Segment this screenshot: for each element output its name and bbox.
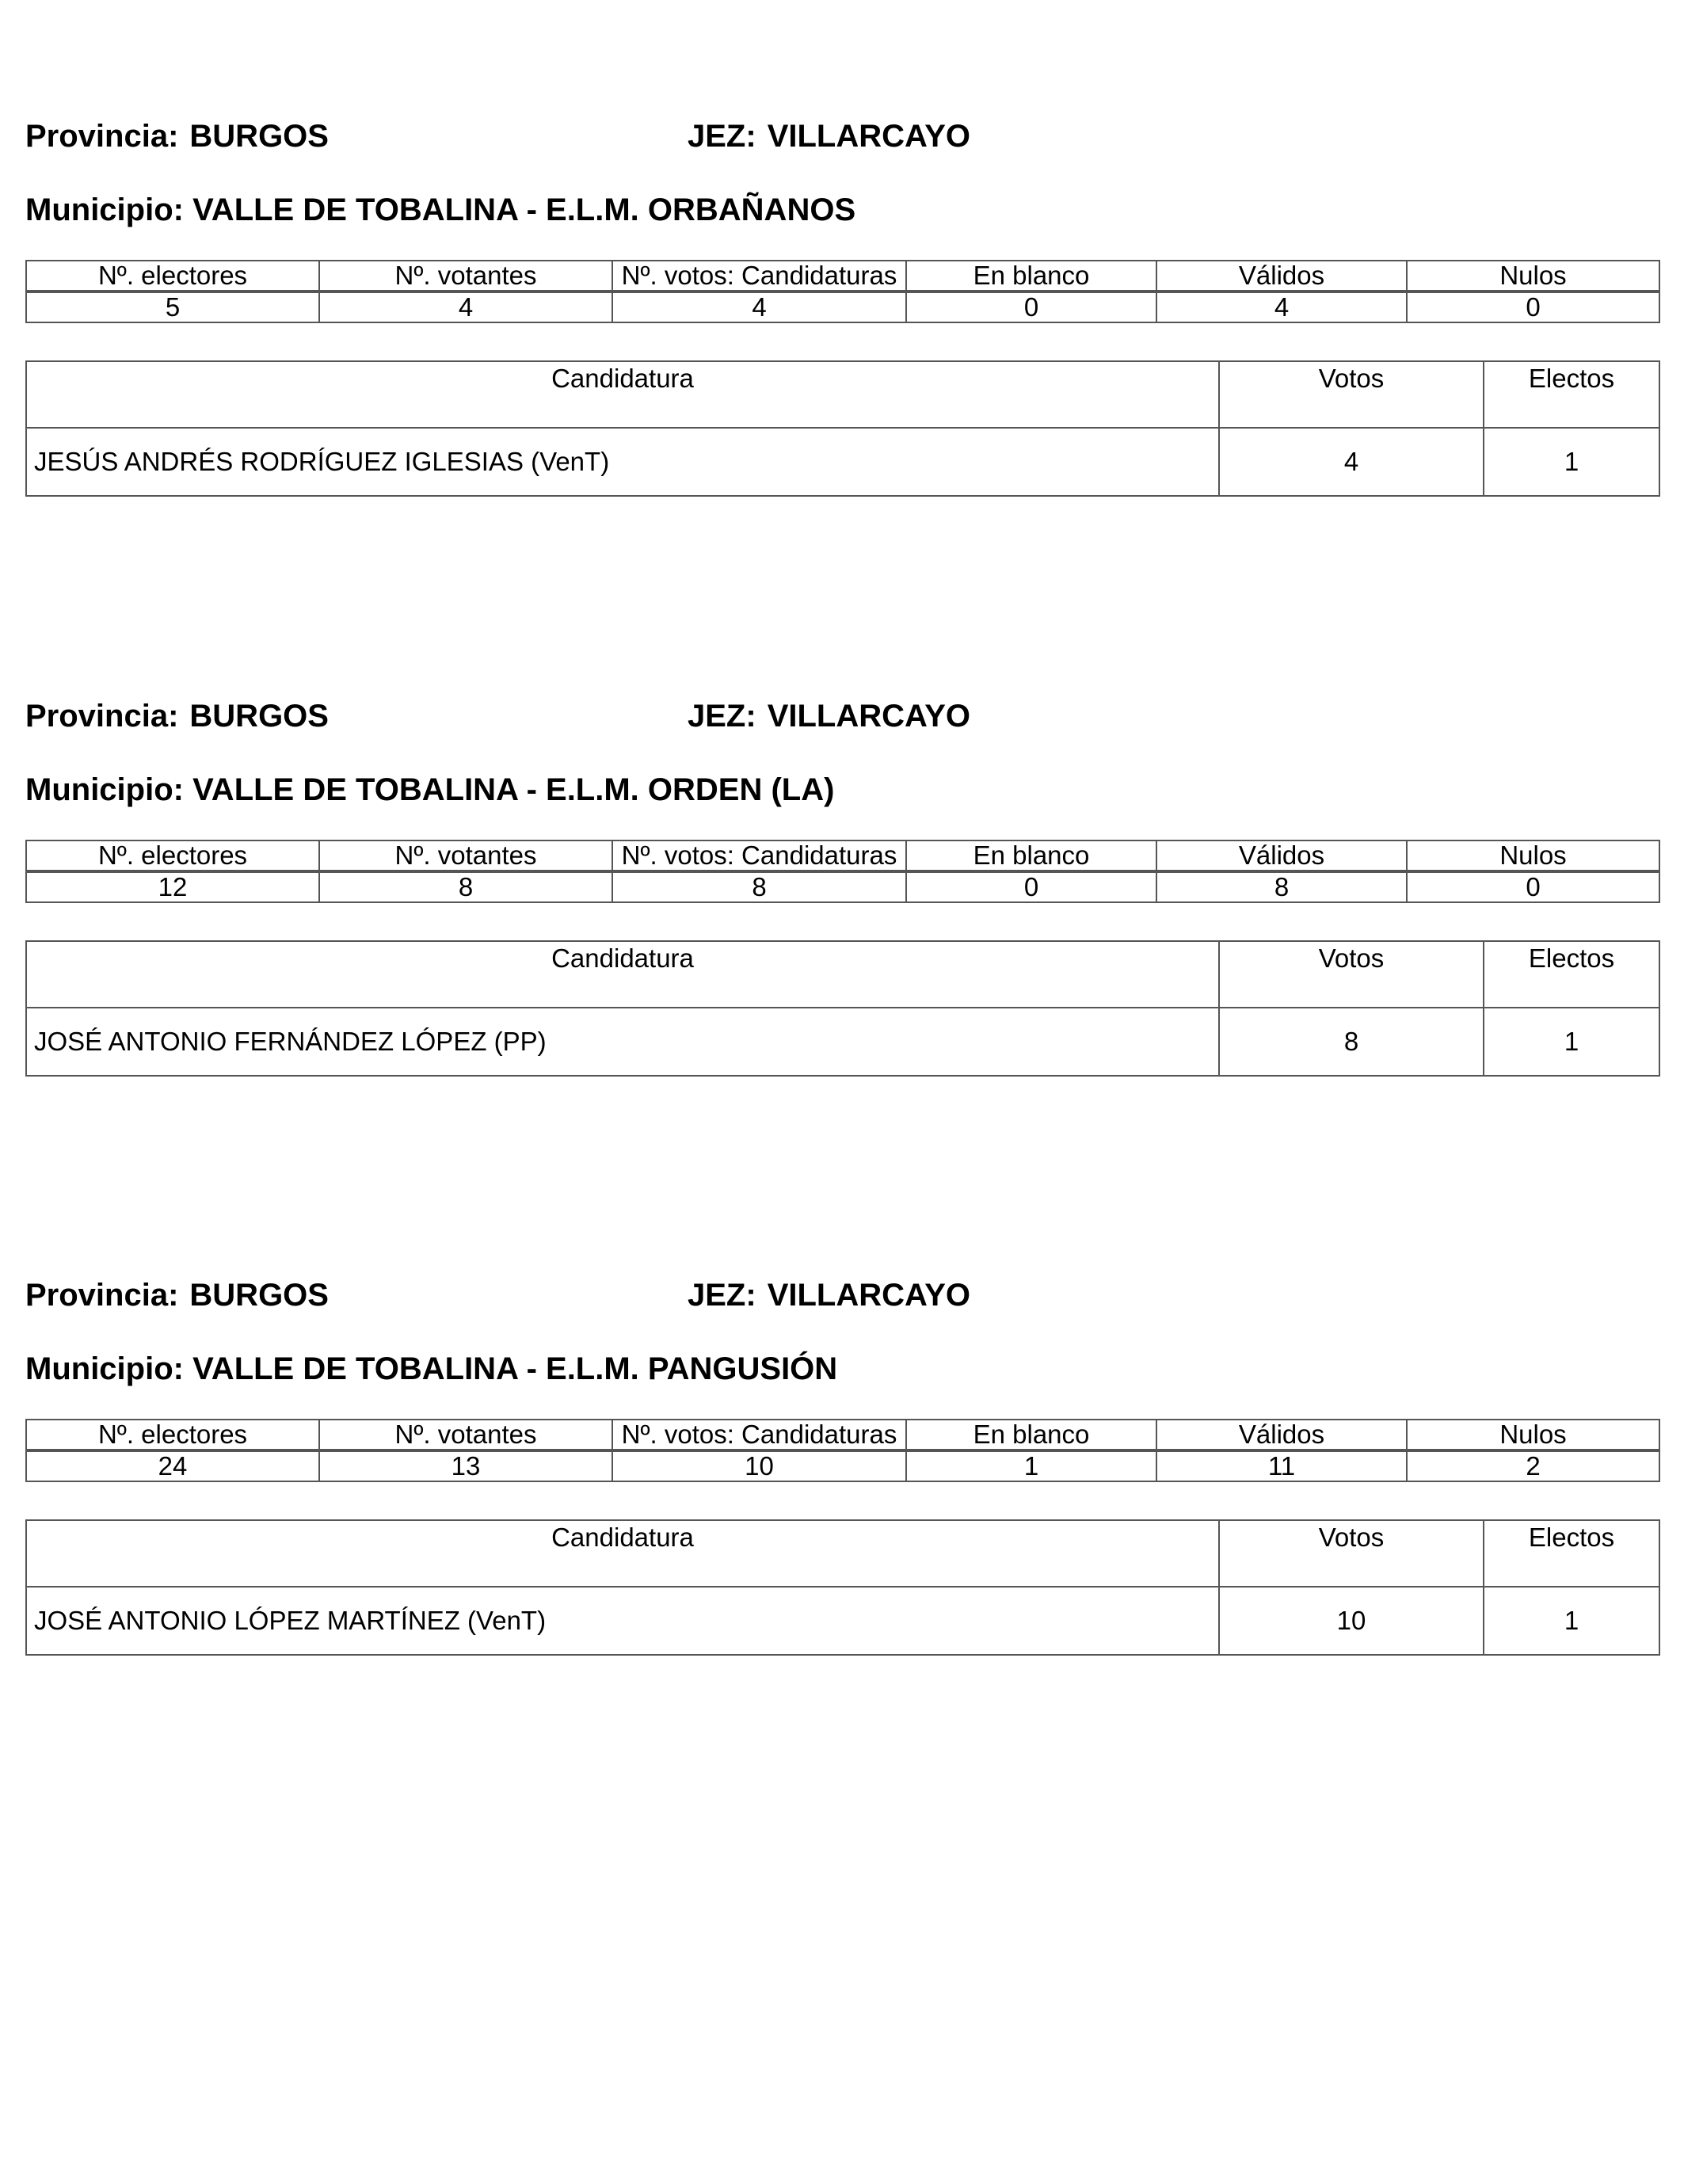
stats-value-votantes: 4 [319,292,612,322]
stats-value-validos: 4 [1156,292,1407,322]
stats-value-votos-candidaturas: 8 [612,871,906,902]
municipio-value: VALLE DE TOBALINA - E.L.M. ORDEN (LA) [192,772,835,807]
provincia-label: Provincia: [25,699,179,734]
stats-value-nulos: 0 [1407,292,1659,322]
municipio-value: VALLE DE TOBALINA - E.L.M. PANGUSIÓN [192,1351,838,1386]
stats-value-electores: 12 [26,871,319,902]
stats-header-row [26,1420,1659,1450]
candidates-header-candidatura: Candidatura [26,361,1219,428]
candidates-header-electos: Electos [1484,941,1659,1008]
stats-values-row [26,871,1659,902]
stats-values-row [26,292,1659,322]
candidate-electos: 1 [1484,1008,1659,1076]
municipio-label: Municipio: [25,1351,184,1386]
stats-value-en-blanco: 0 [906,871,1156,902]
stats-value-votantes: 8 [319,871,612,902]
jez-line [688,699,970,734]
jez-value: VILLARCAYO [767,119,971,154]
stats-table [25,260,1660,323]
provincia-value: BURGOS [189,1278,329,1313]
stats-header-en-blanco: En blanco [906,261,1156,292]
stats-value-votos-candidaturas: 4 [612,292,906,322]
stats-header-electores: Nº. electores [26,840,319,871]
stats-value-en-blanco: 0 [906,292,1156,322]
municipio-line [25,1351,837,1386]
candidate-row [26,1587,1659,1655]
municipio-label: Municipio: [25,772,184,807]
stats-header-row [26,840,1659,871]
candidates-header-electos: Electos [1484,1520,1659,1587]
candidate-name: JOSÉ ANTONIO FERNÁNDEZ LÓPEZ (PP) [26,1008,1219,1076]
stats-value-electores: 24 [26,1450,319,1481]
stats-value-validos: 8 [1156,871,1407,902]
stats-header-en-blanco: En blanco [906,1420,1156,1450]
stats-header-en-blanco: En blanco [906,840,1156,871]
candidate-electos: 1 [1484,428,1659,496]
candidates-header-row [26,1520,1659,1587]
stats-header-validos: Válidos [1156,1420,1407,1450]
candidates-header-votos: Votos [1219,361,1484,428]
stats-header-nulos: Nulos [1407,261,1659,292]
provincia-line [25,699,329,734]
municipio-line [25,192,855,227]
stats-header-electores: Nº. electores [26,261,319,292]
stats-header-row [26,261,1659,292]
jez-label: JEZ: [688,1278,756,1313]
candidates-table [25,940,1660,1077]
stats-value-votantes: 13 [319,1450,612,1481]
municipio-label: Municipio: [25,192,184,227]
candidates-header-votos: Votos [1219,941,1484,1008]
stats-header-votantes: Nº. votantes [319,1420,612,1450]
stats-header-nulos: Nulos [1407,840,1659,871]
provincia-value: BURGOS [189,699,329,734]
provincia-label: Provincia: [25,1278,179,1313]
stats-value-votos-candidaturas: 10 [612,1450,906,1481]
municipio-line [25,772,834,807]
stats-table [25,840,1660,903]
jez-line [688,119,970,154]
candidate-electos: 1 [1484,1587,1659,1655]
stats-value-validos: 11 [1156,1450,1407,1481]
stats-header-votos-candidaturas: Nº. votos: Candidaturas [612,261,906,292]
stats-values-row [26,1450,1659,1481]
candidate-votos: 10 [1219,1587,1484,1655]
stats-header-votantes: Nº. votantes [319,261,612,292]
jez-value: VILLARCAYO [767,1278,971,1313]
candidate-votos: 8 [1219,1008,1484,1076]
candidates-header-candidatura: Candidatura [26,1520,1219,1587]
stats-header-votos-candidaturas: Nº. votos: Candidaturas [612,840,906,871]
stats-header-electores: Nº. electores [26,1420,319,1450]
provincia-label: Provincia: [25,119,179,154]
candidate-name: JESÚS ANDRÉS RODRÍGUEZ IGLESIAS (VenT) [26,428,1219,496]
candidates-header-votos: Votos [1219,1520,1484,1587]
provincia-value: BURGOS [189,119,329,154]
stats-value-nulos: 0 [1407,871,1659,902]
stats-header-votos-candidaturas: Nº. votos: Candidaturas [612,1420,906,1450]
municipio-value: VALLE DE TOBALINA - E.L.M. ORBAÑANOS [192,192,856,227]
candidates-header-row [26,941,1659,1008]
candidate-votos: 4 [1219,428,1484,496]
candidates-table [25,360,1660,497]
provincia-line [25,1278,329,1313]
candidates-header-candidatura: Candidatura [26,941,1219,1008]
jez-label: JEZ: [688,699,756,734]
stats-value-nulos: 2 [1407,1450,1659,1481]
candidate-row [26,1008,1659,1076]
provincia-line [25,119,329,154]
stats-header-votantes: Nº. votantes [319,840,612,871]
candidates-header-electos: Electos [1484,361,1659,428]
candidate-row [26,428,1659,496]
stats-header-nulos: Nulos [1407,1420,1659,1450]
candidates-table [25,1519,1660,1656]
jez-line [688,1278,970,1313]
jez-label: JEZ: [688,119,756,154]
stats-value-en-blanco: 1 [906,1450,1156,1481]
stats-header-validos: Válidos [1156,261,1407,292]
stats-value-electores: 5 [26,292,319,322]
candidate-name: JOSÉ ANTONIO LÓPEZ MARTÍNEZ (VenT) [26,1587,1219,1655]
candidates-header-row [26,361,1659,428]
stats-table [25,1419,1660,1482]
stats-header-validos: Válidos [1156,840,1407,871]
jez-value: VILLARCAYO [767,699,971,734]
